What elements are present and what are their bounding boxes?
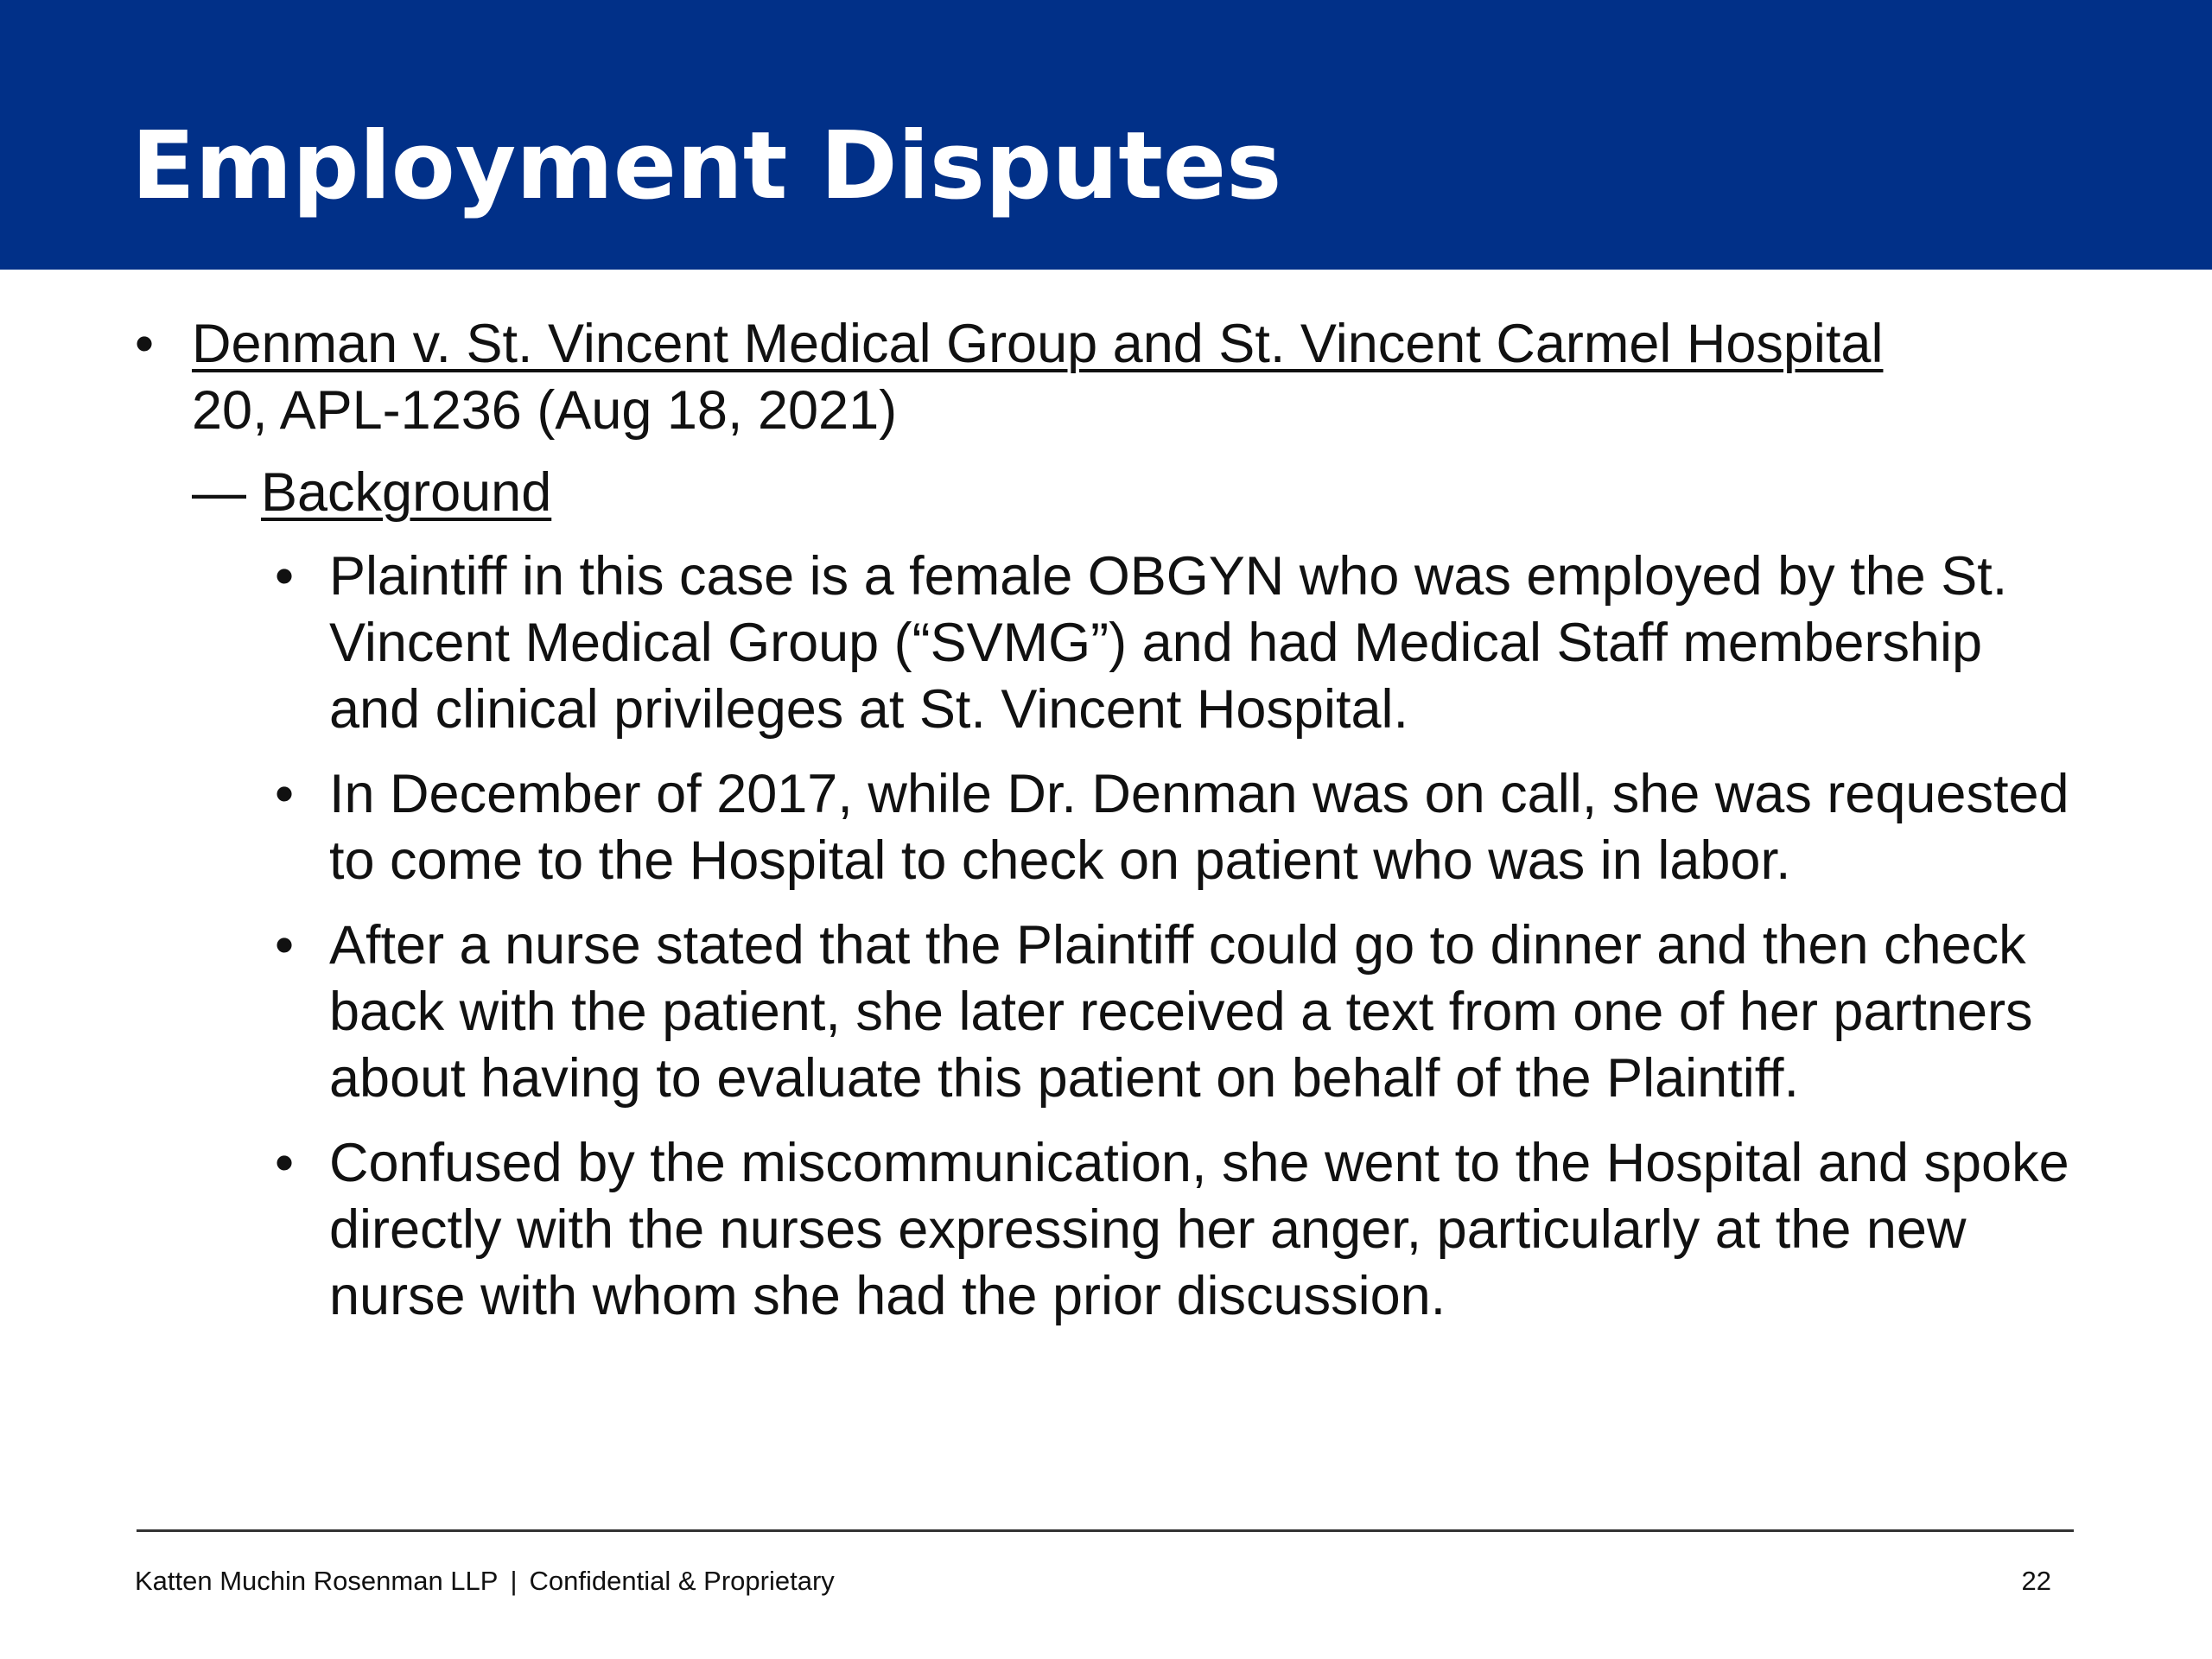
background-label: Background — [261, 462, 552, 523]
sub-bullet — [0, 912, 2079, 1112]
sub-bullet-text: Plaintiff in this case is a female OBGYN who was employed by the St. Vincent Medical Group (“SVMG”) and had Medical Staff membership and clinical privileges at St. Vincent Hospital. — [329, 546, 2008, 740]
title-bar — [0, 0, 2212, 270]
bullet-dot-icon: • — [275, 1133, 295, 1193]
sub-bullet-list — [0, 543, 2212, 1330]
case-citation: 20, APL-1236 (Aug 18, 2021) — [192, 380, 898, 441]
sub-bullet-text: In December of 2017, while Dr. Denman was on call, she was requested to come to the Hospital to check on patient who was in labor. — [329, 764, 2069, 891]
bullet-dot-icon: • — [275, 546, 295, 607]
bullet-dot-icon: • — [135, 314, 155, 374]
sub-bullet-text: After a nurse stated that the Plaintiff could go to dinner and then check back with the patient, she later received a text from one of her partners about having to evaluate this patient on behalf of the Plaintiff. — [329, 915, 2033, 1109]
sub-bullet-text: Confused by the miscommunication, she went to the Hospital and spoke directly with the nurses expressing her anger, particularly at the new nurse with whom she had the prior discussion. — [329, 1133, 2069, 1326]
sub-bullet — [0, 1130, 2079, 1330]
slide-title: Employment Disputes — [131, 112, 1282, 220]
footer-firm-name: Katten Muchin Rosenman LLP — [135, 1566, 499, 1596]
bullet-dot-icon: • — [275, 915, 295, 976]
background-heading — [0, 460, 2212, 526]
sub-bullet — [0, 761, 2079, 894]
bullet-dot-icon: • — [275, 764, 295, 824]
page-number: 22 — [2021, 1566, 2051, 1596]
dash-icon: — — [192, 462, 246, 523]
footer-divider — [137, 1529, 2074, 1532]
footer — [135, 1564, 835, 1599]
slide-content — [0, 311, 2212, 1348]
footer-separator: | — [510, 1566, 518, 1596]
main-bullet — [0, 311, 2127, 444]
case-title: Denman v. St. Vincent Medical Group and St. Vincent Carmel Hospital — [192, 314, 1884, 374]
sub-bullet — [0, 543, 2079, 743]
footer-confidential-label: Confidential & Proprietary — [529, 1566, 835, 1596]
